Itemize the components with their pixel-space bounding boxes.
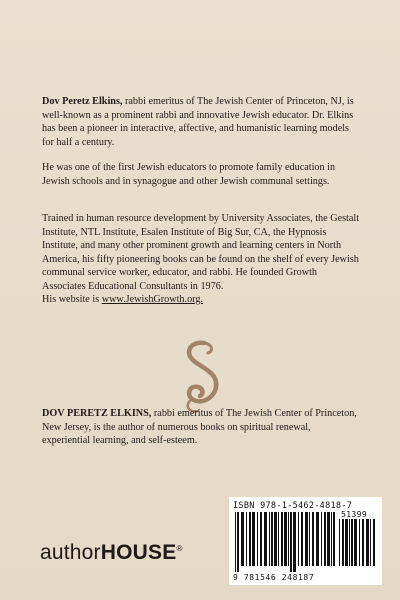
barcode-bar bbox=[293, 512, 296, 572]
barcode-bar bbox=[274, 512, 277, 566]
barcode-bar bbox=[278, 512, 279, 566]
bio-text-2: He was one of the first Jewish educators to promote family education in Jewish schools and in synagogue and other Jewish communal settings. bbox=[42, 162, 336, 187]
addon-number: 51399 bbox=[341, 510, 368, 519]
logo-registered: ® bbox=[176, 544, 183, 553]
barcode-bar bbox=[305, 512, 308, 566]
barcode-bar bbox=[237, 512, 239, 572]
publisher-logo bbox=[40, 541, 183, 565]
flourish-s-icon bbox=[170, 335, 232, 415]
barcode-bar bbox=[333, 512, 335, 566]
barcode-bar bbox=[366, 519, 369, 566]
ean-barcode bbox=[235, 512, 335, 572]
barcode-bar bbox=[373, 519, 375, 566]
barcode-bar bbox=[264, 512, 267, 566]
barcode-bar bbox=[235, 512, 236, 572]
barcode-bar bbox=[359, 519, 360, 566]
addon-barcode bbox=[339, 519, 377, 572]
ean-number: 9 781546 248187 bbox=[233, 573, 315, 582]
logo-house: HOUSE bbox=[100, 541, 177, 564]
barcode-bar bbox=[327, 512, 330, 566]
author-note-text: rabbi emeritus of The Jewish Center of Princeton, New Jersey, is the author of numerous books on spiritual renewal, experiential learning, and self-esteem. bbox=[42, 408, 357, 447]
website-line bbox=[42, 293, 360, 307]
barcode-bar bbox=[354, 519, 357, 566]
barcode-bar bbox=[252, 512, 255, 566]
barcode-bar bbox=[342, 519, 344, 566]
barcode-bar bbox=[288, 512, 289, 566]
barcode-bar bbox=[324, 512, 326, 566]
barcode-bar bbox=[331, 512, 332, 566]
barcode-bar bbox=[316, 512, 319, 566]
barcode-bar bbox=[284, 512, 287, 566]
bio-paragraph-2 bbox=[42, 161, 360, 188]
barcode-bar bbox=[362, 519, 364, 566]
barcode-bar bbox=[241, 512, 244, 566]
barcode-bar bbox=[345, 519, 348, 566]
barcode-bar bbox=[309, 512, 310, 566]
barcode-bar bbox=[301, 512, 303, 566]
barcode-bar bbox=[370, 519, 371, 566]
bio-text-1: rabbi emeritus of The Jewish Center of Princeton, NJ, is well-known as a prominent rabbi and innovative Jewish educator. Dr. Elkins has been a pioneer in interactive, affective, and humanistic learning models for half a century. bbox=[42, 96, 354, 148]
barcode-bar bbox=[257, 512, 258, 566]
barcode-bar bbox=[269, 512, 270, 566]
barcode-bar bbox=[281, 512, 283, 566]
author-note-name: DOV PERETZ ELKINS, bbox=[42, 408, 152, 419]
barcode-bar bbox=[349, 519, 350, 566]
website-prefix: His website is bbox=[42, 294, 102, 305]
isbn-text: ISBN 978-1-5462-4818-7 bbox=[233, 501, 353, 511]
barcode-bar bbox=[271, 512, 273, 566]
barcode-bar bbox=[339, 519, 340, 566]
barcode-bar bbox=[290, 512, 292, 572]
website-link[interactable]: www.JewishGrowth.org. bbox=[101, 294, 204, 305]
barcode-bar bbox=[351, 519, 353, 566]
author-name: Dov Peretz Elkins, bbox=[42, 96, 123, 107]
barcode-bar bbox=[312, 512, 314, 566]
barcode-bar bbox=[249, 512, 251, 566]
bio-paragraph-3 bbox=[42, 212, 360, 294]
barcode-bar bbox=[321, 512, 322, 566]
barcode-bar bbox=[298, 512, 299, 566]
barcode-box bbox=[229, 497, 382, 585]
bio-paragraph-1 bbox=[42, 95, 360, 149]
barcode-bar bbox=[246, 512, 247, 566]
logo-author: author bbox=[40, 541, 101, 564]
barcode-bar bbox=[260, 512, 262, 566]
author-note bbox=[42, 407, 360, 448]
bio-text-3: Trained in human resource development by University Associates, the Gestalt Institute, NTL Institute, Esalen Institute of Big Sur, CA, the Hypnosis Institute, and many other prominent growth and learning centers in North America, his fifty pioneering books can be found on the shelf of every Jewish communal service worker, educator, and rabbi. He founded Growth Associates Educational Consultants in 1976. bbox=[42, 213, 360, 292]
